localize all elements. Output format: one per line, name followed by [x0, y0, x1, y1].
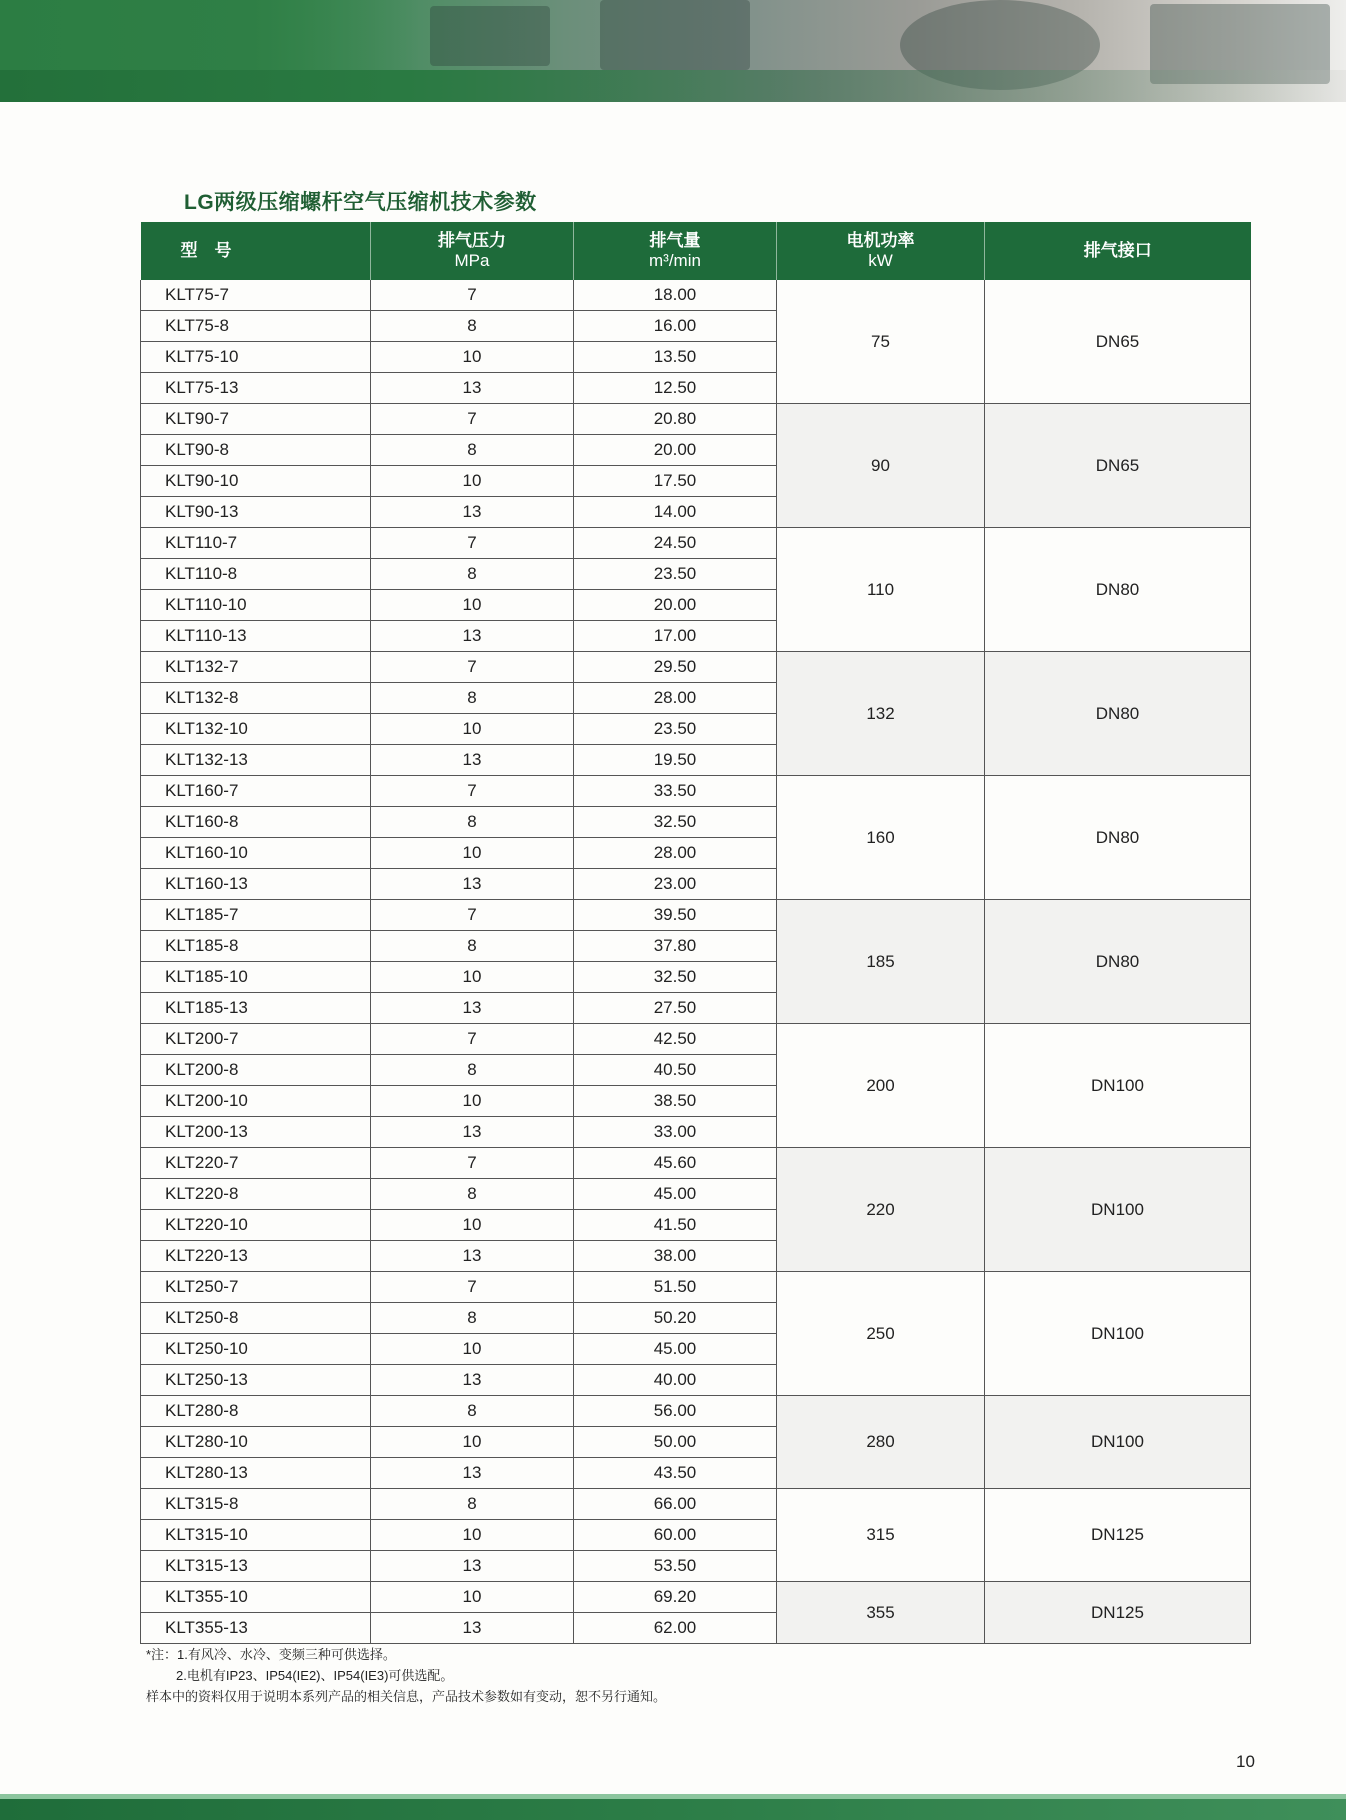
model-cell: KLT75-8 [141, 311, 371, 342]
flow-cell: 28.00 [574, 838, 777, 869]
model-cell: KLT90-10 [141, 466, 371, 497]
header-pressure-unit: MPa [454, 251, 490, 270]
flow-cell: 50.00 [574, 1427, 777, 1458]
pressure-cell: 13 [371, 1551, 574, 1582]
table-row [141, 1024, 1251, 1055]
flow-cell: 17.50 [574, 466, 777, 497]
model-cell: KLT160-8 [141, 807, 371, 838]
pressure-cell: 7 [371, 280, 574, 311]
flow-cell: 23.50 [574, 559, 777, 590]
header-pressure-label: 排气压力 [438, 231, 506, 250]
flow-cell: 23.50 [574, 714, 777, 745]
pressure-cell: 10 [371, 590, 574, 621]
pressure-cell: 8 [371, 1303, 574, 1334]
model-cell: KLT185-7 [141, 900, 371, 931]
model-cell: KLT185-10 [141, 962, 371, 993]
header-flow-unit: m³/min [649, 251, 701, 270]
flow-cell: 37.80 [574, 931, 777, 962]
model-cell: KLT132-10 [141, 714, 371, 745]
flow-cell: 20.80 [574, 404, 777, 435]
spec-table [140, 222, 1251, 1644]
pressure-cell: 8 [371, 435, 574, 466]
outlet-cell: DN80 [985, 528, 1251, 652]
pressure-cell: 13 [371, 621, 574, 652]
pressure-cell: 10 [371, 962, 574, 993]
model-cell: KLT280-10 [141, 1427, 371, 1458]
pressure-cell: 10 [371, 466, 574, 497]
banner-strip [0, 70, 1346, 102]
model-cell: KLT110-13 [141, 621, 371, 652]
table-row [141, 280, 1251, 311]
outlet-cell: DN80 [985, 652, 1251, 776]
flow-cell: 50.20 [574, 1303, 777, 1334]
pressure-cell: 13 [371, 745, 574, 776]
power-cell: 280 [777, 1396, 985, 1489]
model-cell: KLT220-7 [141, 1148, 371, 1179]
power-cell: 185 [777, 900, 985, 1024]
pressure-cell: 10 [371, 1086, 574, 1117]
model-cell: KLT315-8 [141, 1489, 371, 1520]
power-cell: 355 [777, 1582, 985, 1644]
flow-cell: 66.00 [574, 1489, 777, 1520]
outlet-cell: DN100 [985, 1148, 1251, 1272]
model-cell: KLT250-13 [141, 1365, 371, 1396]
flow-cell: 24.50 [574, 528, 777, 559]
model-cell: KLT110-10 [141, 590, 371, 621]
flow-cell: 51.50 [574, 1272, 777, 1303]
flow-cell: 38.00 [574, 1241, 777, 1272]
flow-cell: 45.60 [574, 1148, 777, 1179]
pressure-cell: 7 [371, 1272, 574, 1303]
outlet-cell: DN125 [985, 1582, 1251, 1644]
flow-cell: 29.50 [574, 652, 777, 683]
table-row [141, 1272, 1251, 1303]
footnotes [146, 1644, 666, 1707]
power-cell: 90 [777, 404, 985, 528]
table-row [141, 1489, 1251, 1520]
flow-cell: 20.00 [574, 435, 777, 466]
model-cell: KLT315-13 [141, 1551, 371, 1582]
flow-cell: 62.00 [574, 1613, 777, 1644]
pressure-cell: 8 [371, 1489, 574, 1520]
power-cell: 200 [777, 1024, 985, 1148]
model-cell: KLT280-8 [141, 1396, 371, 1427]
model-cell: KLT220-8 [141, 1179, 371, 1210]
flow-cell: 69.20 [574, 1582, 777, 1613]
footer-bar-highlight [0, 1794, 1346, 1799]
model-cell: KLT75-10 [141, 342, 371, 373]
pressure-cell: 8 [371, 807, 574, 838]
pressure-cell: 13 [371, 1117, 574, 1148]
pressure-cell: 13 [371, 373, 574, 404]
pressure-cell: 8 [371, 311, 574, 342]
outlet-cell: DN100 [985, 1272, 1251, 1396]
pressure-cell: 10 [371, 1334, 574, 1365]
pressure-cell: 8 [371, 559, 574, 590]
page-number: 10 [1236, 1752, 1255, 1771]
outlet-cell: DN80 [985, 776, 1251, 900]
table-row [141, 776, 1251, 807]
model-cell: KLT280-13 [141, 1458, 371, 1489]
model-cell: KLT200-8 [141, 1055, 371, 1086]
power-cell: 160 [777, 776, 985, 900]
pressure-cell: 13 [371, 869, 574, 900]
footer-bar [0, 1794, 1346, 1820]
flow-cell: 27.50 [574, 993, 777, 1024]
outlet-cell: DN80 [985, 900, 1251, 1024]
model-cell: KLT220-13 [141, 1241, 371, 1272]
flow-cell: 38.50 [574, 1086, 777, 1117]
pressure-cell: 10 [371, 1210, 574, 1241]
model-cell: KLT355-10 [141, 1582, 371, 1613]
model-cell: KLT110-8 [141, 559, 371, 590]
model-cell: KLT160-7 [141, 776, 371, 807]
table-row [141, 1148, 1251, 1179]
flow-cell: 39.50 [574, 900, 777, 931]
pressure-cell: 8 [371, 1396, 574, 1427]
model-cell: KLT75-13 [141, 373, 371, 404]
banner-workers-photo [600, 0, 750, 70]
model-cell: KLT250-8 [141, 1303, 371, 1334]
flow-cell: 23.00 [574, 869, 777, 900]
flow-cell: 43.50 [574, 1458, 777, 1489]
flow-cell: 45.00 [574, 1334, 777, 1365]
model-cell: KLT185-13 [141, 993, 371, 1024]
table-row [141, 404, 1251, 435]
power-cell: 110 [777, 528, 985, 652]
header-flow [574, 222, 777, 280]
header-model [141, 222, 371, 280]
pressure-cell: 8 [371, 1055, 574, 1086]
spec-table-header [141, 222, 1251, 280]
pressure-cell: 10 [371, 1582, 574, 1613]
flow-cell: 53.50 [574, 1551, 777, 1582]
pressure-cell: 8 [371, 931, 574, 962]
flow-cell: 56.00 [574, 1396, 777, 1427]
model-cell: KLT200-13 [141, 1117, 371, 1148]
flow-cell: 19.50 [574, 745, 777, 776]
model-cell: KLT355-13 [141, 1613, 371, 1644]
model-cell: KLT315-10 [141, 1520, 371, 1551]
outlet-cell: DN65 [985, 404, 1251, 528]
flow-cell: 42.50 [574, 1024, 777, 1055]
model-cell: KLT185-8 [141, 931, 371, 962]
table-row [141, 652, 1251, 683]
outlet-cell: DN125 [985, 1489, 1251, 1582]
table-row [141, 900, 1251, 931]
pressure-cell: 10 [371, 714, 574, 745]
pressure-cell: 8 [371, 1179, 574, 1210]
pressure-cell: 13 [371, 1458, 574, 1489]
header-model-label: 型 号 [180, 241, 232, 260]
model-cell: KLT132-7 [141, 652, 371, 683]
pressure-cell: 13 [371, 497, 574, 528]
flow-cell: 33.00 [574, 1117, 777, 1148]
power-cell: 75 [777, 280, 985, 404]
outlet-cell: DN100 [985, 1024, 1251, 1148]
pressure-cell: 7 [371, 1024, 574, 1055]
table-row [141, 1582, 1251, 1613]
power-cell: 220 [777, 1148, 985, 1272]
model-cell: KLT220-10 [141, 1210, 371, 1241]
model-cell: KLT90-8 [141, 435, 371, 466]
flow-cell: 45.00 [574, 1179, 777, 1210]
flow-cell: 40.50 [574, 1055, 777, 1086]
pressure-cell: 7 [371, 652, 574, 683]
model-cell: KLT200-10 [141, 1086, 371, 1117]
pressure-cell: 7 [371, 528, 574, 559]
flow-cell: 32.50 [574, 807, 777, 838]
flow-cell: 17.00 [574, 621, 777, 652]
pressure-cell: 8 [371, 683, 574, 714]
note-1: *注：1.有风冷、水冷、变频三种可供选择。 [146, 1647, 396, 1662]
table-row [141, 1396, 1251, 1427]
header-power-label: 电机功率 [846, 231, 915, 250]
flow-cell: 60.00 [574, 1520, 777, 1551]
model-cell: KLT132-8 [141, 683, 371, 714]
flow-cell: 33.50 [574, 776, 777, 807]
pressure-cell: 10 [371, 1427, 574, 1458]
pressure-cell: 10 [371, 342, 574, 373]
banner-factory-photo [430, 6, 550, 66]
header-outlet [985, 222, 1251, 280]
model-cell: KLT250-7 [141, 1272, 371, 1303]
model-cell: KLT132-13 [141, 745, 371, 776]
model-cell: KLT90-13 [141, 497, 371, 528]
flow-cell: 28.00 [574, 683, 777, 714]
flow-cell: 32.50 [574, 962, 777, 993]
model-cell: KLT75-7 [141, 280, 371, 311]
model-cell: KLT200-7 [141, 1024, 371, 1055]
power-cell: 250 [777, 1272, 985, 1396]
flow-cell: 18.00 [574, 280, 777, 311]
spec-table-wrapper [140, 222, 1250, 1644]
pressure-cell: 7 [371, 1148, 574, 1179]
flow-cell: 16.00 [574, 311, 777, 342]
header-flow-label: 排气量 [649, 231, 701, 250]
flow-cell: 40.00 [574, 1365, 777, 1396]
outlet-cell: DN65 [985, 280, 1251, 404]
header-pressure [371, 222, 574, 280]
model-cell: KLT250-10 [141, 1334, 371, 1365]
page-title: LG两级压缩螺杆空气压缩机技术参数 [184, 191, 537, 214]
pressure-cell: 13 [371, 1613, 574, 1644]
flow-cell: 13.50 [574, 342, 777, 373]
header-power [777, 222, 985, 280]
spec-table-body [141, 280, 1251, 1644]
pressure-cell: 13 [371, 1365, 574, 1396]
header-power-unit: kW [868, 251, 893, 270]
header-banner [0, 0, 1346, 102]
header-outlet-label: 排气接口 [1083, 241, 1152, 260]
pressure-cell: 13 [371, 993, 574, 1024]
outlet-cell: DN100 [985, 1396, 1251, 1489]
disclaimer: 样本中的资料仅用于说明本系列产品的相关信息，产品技术参数如有变动，恕不另行通知。 [146, 1689, 667, 1704]
flow-cell: 41.50 [574, 1210, 777, 1241]
model-cell: KLT110-7 [141, 528, 371, 559]
power-cell: 132 [777, 652, 985, 776]
pressure-cell: 7 [371, 900, 574, 931]
pressure-cell: 13 [371, 1241, 574, 1272]
pressure-cell: 10 [371, 838, 574, 869]
flow-cell: 14.00 [574, 497, 777, 528]
pressure-cell: 7 [371, 776, 574, 807]
table-row [141, 528, 1251, 559]
model-cell: KLT160-10 [141, 838, 371, 869]
model-cell: KLT90-7 [141, 404, 371, 435]
flow-cell: 12.50 [574, 373, 777, 404]
note-2: 2.电机有IP23、IP54(IE2)、IP54(IE3)可供选配。 [176, 1668, 454, 1683]
pressure-cell: 7 [371, 404, 574, 435]
model-cell: KLT160-13 [141, 869, 371, 900]
pressure-cell: 10 [371, 1520, 574, 1551]
flow-cell: 20.00 [574, 590, 777, 621]
power-cell: 315 [777, 1489, 985, 1582]
